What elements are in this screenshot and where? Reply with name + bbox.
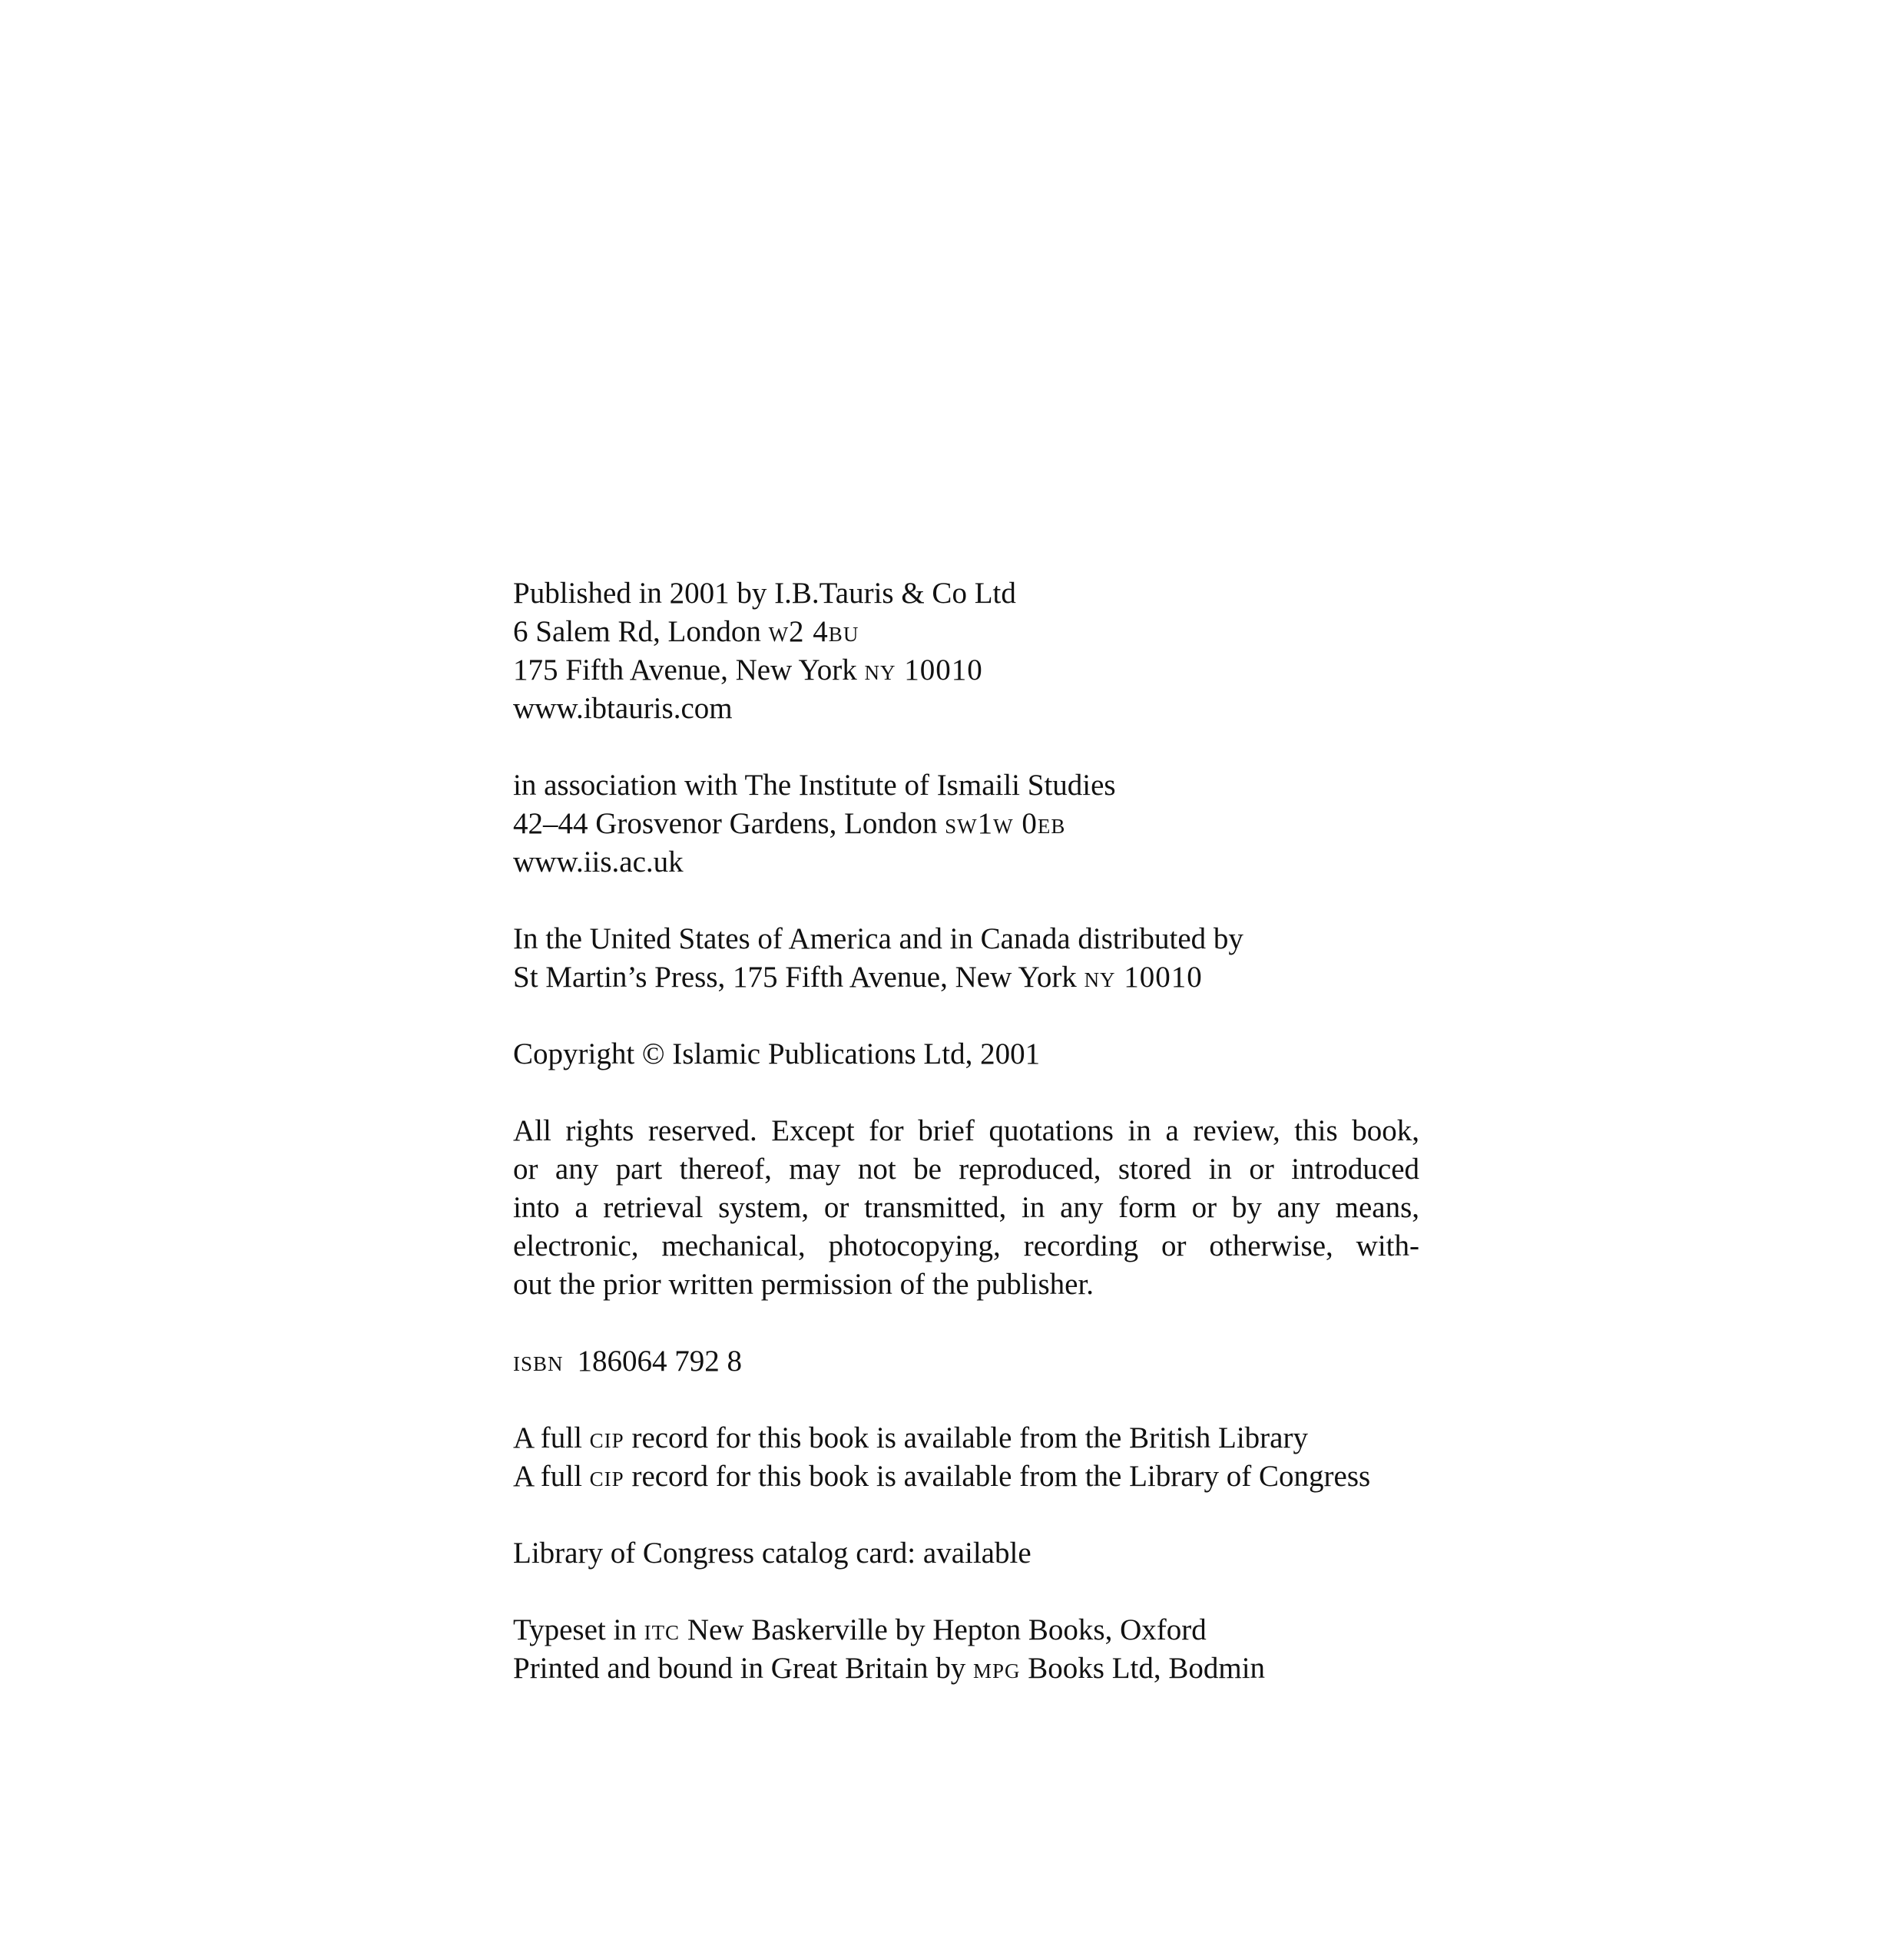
- association-website: www.iis.ac.uk: [513, 845, 684, 878]
- rights-notice: [513, 1112, 1435, 1304]
- distribution-info: [513, 920, 1435, 997]
- rights-line: or any part thereof, may not be reproduced, stored in or introduced: [513, 1153, 1419, 1186]
- publisher-london-address: 6 Salem Rd, London w2 4bu: [513, 615, 859, 648]
- association-line: in association with The Institute of Ismaili Studies: [513, 769, 1116, 802]
- itc-abbrev: itc: [644, 1613, 680, 1646]
- isbn-number: 186064 792 8: [577, 1345, 743, 1378]
- cip-british-library-line: A full cip record for this book is available from the British Library: [513, 1421, 1308, 1454]
- rights-line: out the prior written permission of the publisher.: [513, 1268, 1094, 1301]
- publisher-line: Published in 2001 by I.B.Tauris & Co Ltd: [513, 577, 1016, 610]
- production-info: [513, 1611, 1435, 1688]
- publisher-new-york-address: 175 Fifth Avenue, New York ny 10010: [513, 653, 983, 687]
- publisher-website: www.ibtauris.com: [513, 692, 733, 725]
- cip-abbrev: cip: [589, 1460, 624, 1493]
- cip-info: [513, 1419, 1435, 1496]
- rights-line: into a retrieval system, or transmitted, in any form or by any means,: [513, 1191, 1419, 1224]
- printed-line: Printed and bound in Great Britain by mpg Books Ltd, Bodmin: [513, 1652, 1266, 1685]
- typeset-line: Typeset in itc New Baskerville by Hepton Books, Oxford: [513, 1613, 1207, 1646]
- postcode: w2 4bu: [768, 615, 859, 648]
- copyright-info: [513, 1035, 1435, 1074]
- cip-library-of-congress-line: A full cip record for this book is available from the Library of Congress: [513, 1460, 1371, 1493]
- postcode: sw1w 0eb: [945, 807, 1066, 840]
- loc-catalog-line: Library of Congress catalog card: available: [513, 1537, 1031, 1570]
- zip-code: ny 10010: [864, 653, 983, 687]
- rights-line: All rights reserved. Except for brief quotations in a review, this book,: [513, 1114, 1419, 1147]
- isbn-info: [513, 1342, 1435, 1381]
- loc-info: [513, 1534, 1435, 1573]
- distributor-address: St Martin’s Press, 175 Fifth Avenue, New York ny 10010: [513, 961, 1203, 994]
- copyright-line: Copyright © Islamic Publications Ltd, 2001: [513, 1037, 1041, 1070]
- zip-code: ny 10010: [1084, 961, 1203, 994]
- association-info: [513, 766, 1435, 882]
- cip-abbrev: cip: [589, 1421, 624, 1454]
- distribution-line: In the United States of America and in Canada distributed by: [513, 922, 1243, 955]
- rights-line: electronic, mechanical, photocopying, recording or otherwise, with-: [513, 1229, 1419, 1262]
- isbn-label: isbn: [513, 1345, 564, 1378]
- mpg-abbrev: mpg: [972, 1652, 1021, 1685]
- publisher-info: [513, 574, 1435, 728]
- imprint-text-block: [513, 574, 1435, 1726]
- association-address: 42–44 Grosvenor Gardens, London sw1w 0eb: [513, 807, 1066, 840]
